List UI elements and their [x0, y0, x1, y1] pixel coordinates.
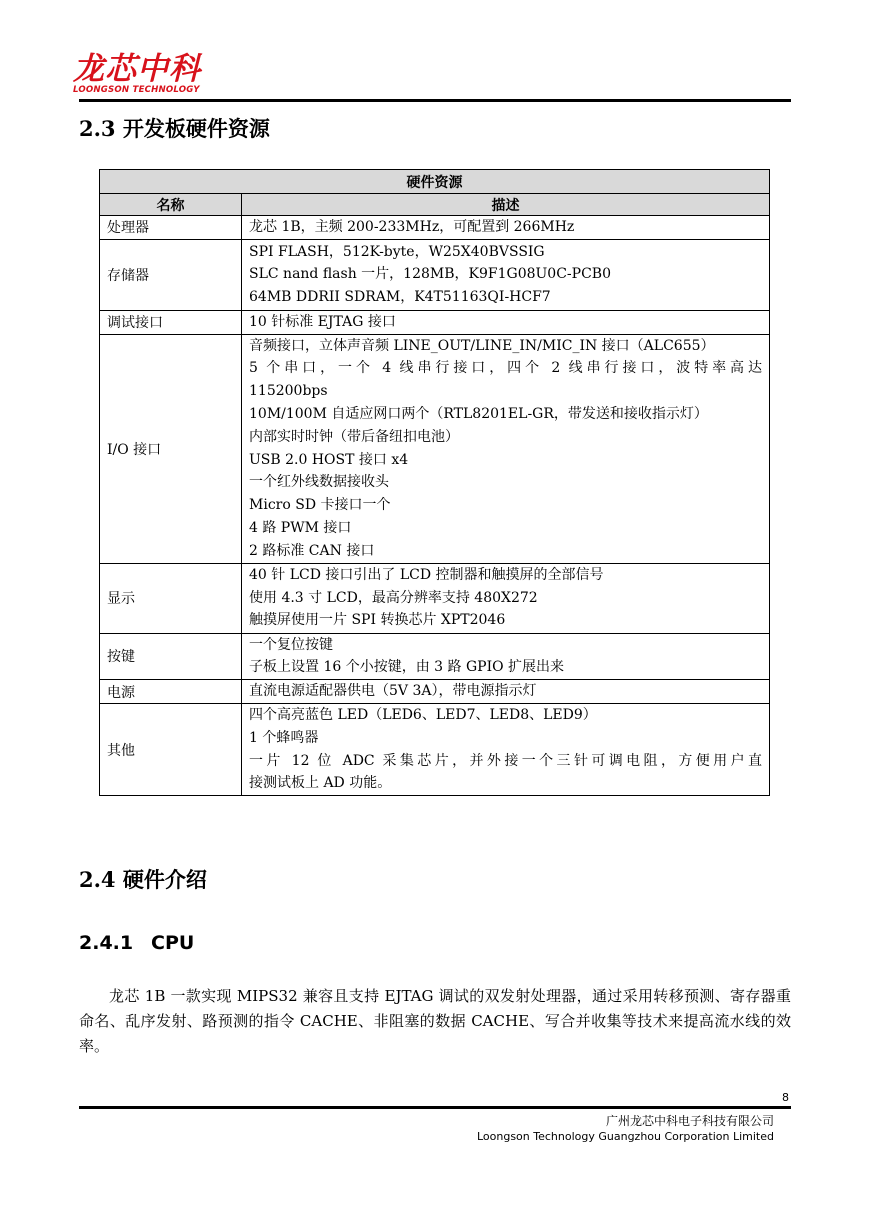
row-desc	[242, 703, 770, 795]
desc-line: 使用 4.3 寸 LCD，最高分辨率支持 480X272	[249, 589, 538, 606]
desc-line: 2 路标准 CAN 接口	[249, 542, 375, 559]
desc-line: 10 针标准 EJTAG 接口	[249, 313, 396, 330]
footer-company-en: Loongson Technology Guangzhou Corporation Limited	[476, 1130, 774, 1143]
row-name: I/O 接口	[100, 334, 242, 563]
desc-line: 64MB DDRII SDRAM，K4T51163QI-HCF7	[249, 289, 551, 306]
desc-line: 40 针 LCD 接口引出了 LCD 控制器和触摸屏的全部信号	[249, 566, 604, 583]
desc-line: 接测试板上 AD 功能。	[249, 775, 392, 792]
table-row	[100, 680, 770, 704]
table-row	[100, 563, 770, 633]
logo-text-en: LOONGSON TECHNOLOGY	[73, 85, 200, 95]
row-desc	[242, 633, 770, 680]
row-desc	[242, 334, 770, 563]
desc-line: 1 个蜂鸣器	[249, 729, 319, 746]
row-name: 按键	[100, 633, 242, 680]
row-desc	[242, 680, 770, 704]
table-row	[100, 239, 770, 310]
page-number: 8	[782, 1091, 789, 1104]
desc-line: 直流电源适配器供电（5V 3A），带电源指示灯	[249, 683, 537, 700]
table-row	[100, 216, 770, 240]
row-desc	[242, 563, 770, 633]
desc-line: 10M/100M 自适应网口两个（RTL8201EL-GR，带发送和接收指示灯）	[249, 406, 708, 422]
row-desc	[242, 310, 770, 334]
logo-text-cn: 龙芯中科	[73, 51, 201, 87]
header-divider	[79, 99, 791, 102]
company-logo	[73, 53, 233, 95]
desc-line: 115200bps	[249, 383, 328, 400]
cpu-paragraph: 龙芯 1B 一款实现 MIPS32 兼容且支持 EJTAG 调试的双发射处理器，通过采用转移预测、寄存器重命名、乱序发射、路预测的指令 CACHE、非阻塞的数据 CACHE、写合并收集等技术来提高流水线的效率。	[79, 987, 791, 1055]
desc-line: 一个复位按键	[249, 636, 333, 653]
table-row	[100, 703, 770, 795]
column-header-name: 名称	[100, 194, 242, 216]
desc-line: 四个高亮蓝色 LED（LED6、LED7、LED8、LED9）	[249, 706, 597, 723]
row-desc	[242, 216, 770, 240]
desc-line: 触摸屏使用一片 SPI 转换芯片 XPT2046	[249, 612, 506, 629]
row-name: 存储器	[100, 239, 242, 310]
row-name: 调试接口	[100, 310, 242, 334]
desc-line: Micro SD 卡接口一个	[249, 497, 391, 514]
section-title: CPU	[151, 932, 195, 954]
hardware-resources-table	[99, 169, 770, 796]
section-number: 2.4.1	[79, 932, 134, 954]
desc-line: 音频接口，立体声音频 LINE_OUT/LINE_IN/MIC_IN 接口（ALC655）	[249, 337, 715, 354]
row-name: 显示	[100, 563, 242, 633]
desc-line: USB 2.0 HOST 接口 x4	[249, 451, 409, 468]
row-desc	[242, 239, 770, 310]
desc-line: 5 个串口，一个 4 线串行接口，四个 2 线串行接口，波特率高达	[249, 360, 762, 377]
row-name: 电源	[100, 680, 242, 704]
desc-line: SPI FLASH，512K-byte，W25X40BVSSIG	[249, 243, 545, 260]
column-header-desc: 描述	[242, 194, 770, 216]
table-row	[100, 310, 770, 334]
desc-line: 子板上设置 16 个小按键，由 3 路 GPIO 扩展出来	[249, 659, 565, 676]
desc-line: 内部实时时钟（带后备纽扣电池）	[249, 428, 459, 445]
desc-line: 4 路 PWM 接口	[249, 519, 352, 536]
table-row	[100, 334, 770, 563]
desc-line: 一个红外线数据接收头	[249, 474, 389, 491]
row-name: 其他	[100, 703, 242, 795]
footer-divider	[79, 1106, 791, 1109]
table-title: 硬件资源	[100, 170, 770, 194]
section-heading-2-3: 2.3 开发板硬件资源	[79, 116, 270, 141]
section-heading-2-4-1	[79, 931, 194, 955]
table-row	[100, 633, 770, 680]
desc-line: 一片 12 位 ADC 采集芯片，并外接一个三针可调电阻，方便用户直	[249, 752, 762, 769]
section-heading-2-4: 2.4 硬件介绍	[79, 867, 207, 892]
desc-line: 龙芯 1B，主频 200-233MHz，可配置到 266MHz	[249, 219, 575, 235]
footer-company-cn: 广州龙芯中科电子科技有限公司	[605, 1114, 774, 1128]
row-name: 处理器	[100, 216, 242, 240]
desc-line: SLC nand flash 一片，128MB，K9F1G08U0C-PCB0	[249, 266, 611, 283]
